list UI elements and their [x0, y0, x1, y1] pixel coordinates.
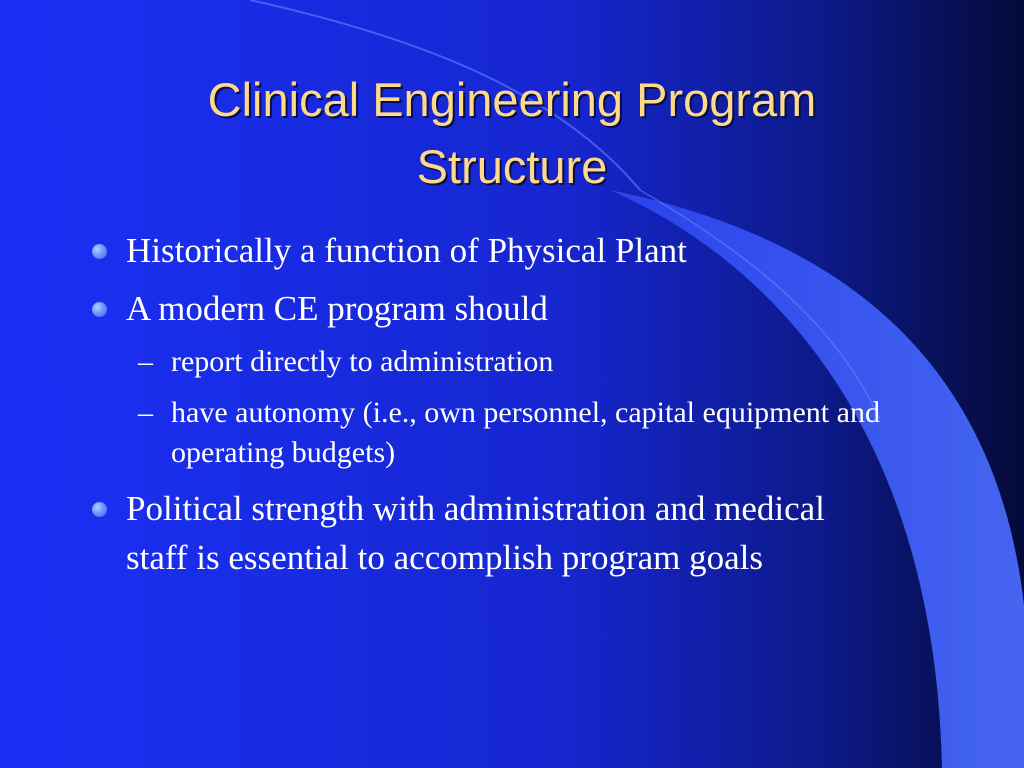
- bullet-text: Historically a function of Physical Plant: [126, 231, 687, 270]
- sub-bullet-item: [90, 393, 890, 473]
- sub-bullet-item: [90, 342, 890, 382]
- sub-bullet-text: have autonomy (i.e., own personnel, capital equipment and operating budgets): [171, 396, 880, 469]
- bullet-item: [90, 226, 890, 275]
- bullet-item: [90, 284, 890, 333]
- slide-title: [40, 66, 984, 200]
- bullet-item: [90, 484, 890, 582]
- sub-bullet-dash: –: [138, 345, 153, 378]
- sub-bullet-dash: –: [138, 396, 153, 429]
- bullet-dot-icon: [92, 302, 107, 317]
- slide-title-line-1: Clinical Engineering Program: [207, 73, 817, 126]
- bullet-text: Political strength with administration and medical staff is essential to accomplish program goals: [126, 489, 825, 577]
- slide-body: [90, 226, 890, 591]
- bullet-dot-icon: [92, 244, 107, 259]
- bullet-dot-icon: [92, 502, 107, 517]
- slide-title-line-2: Structure: [416, 140, 608, 193]
- sub-bullet-text: report directly to administration: [171, 345, 554, 378]
- bullet-text: A modern CE program should: [126, 289, 548, 328]
